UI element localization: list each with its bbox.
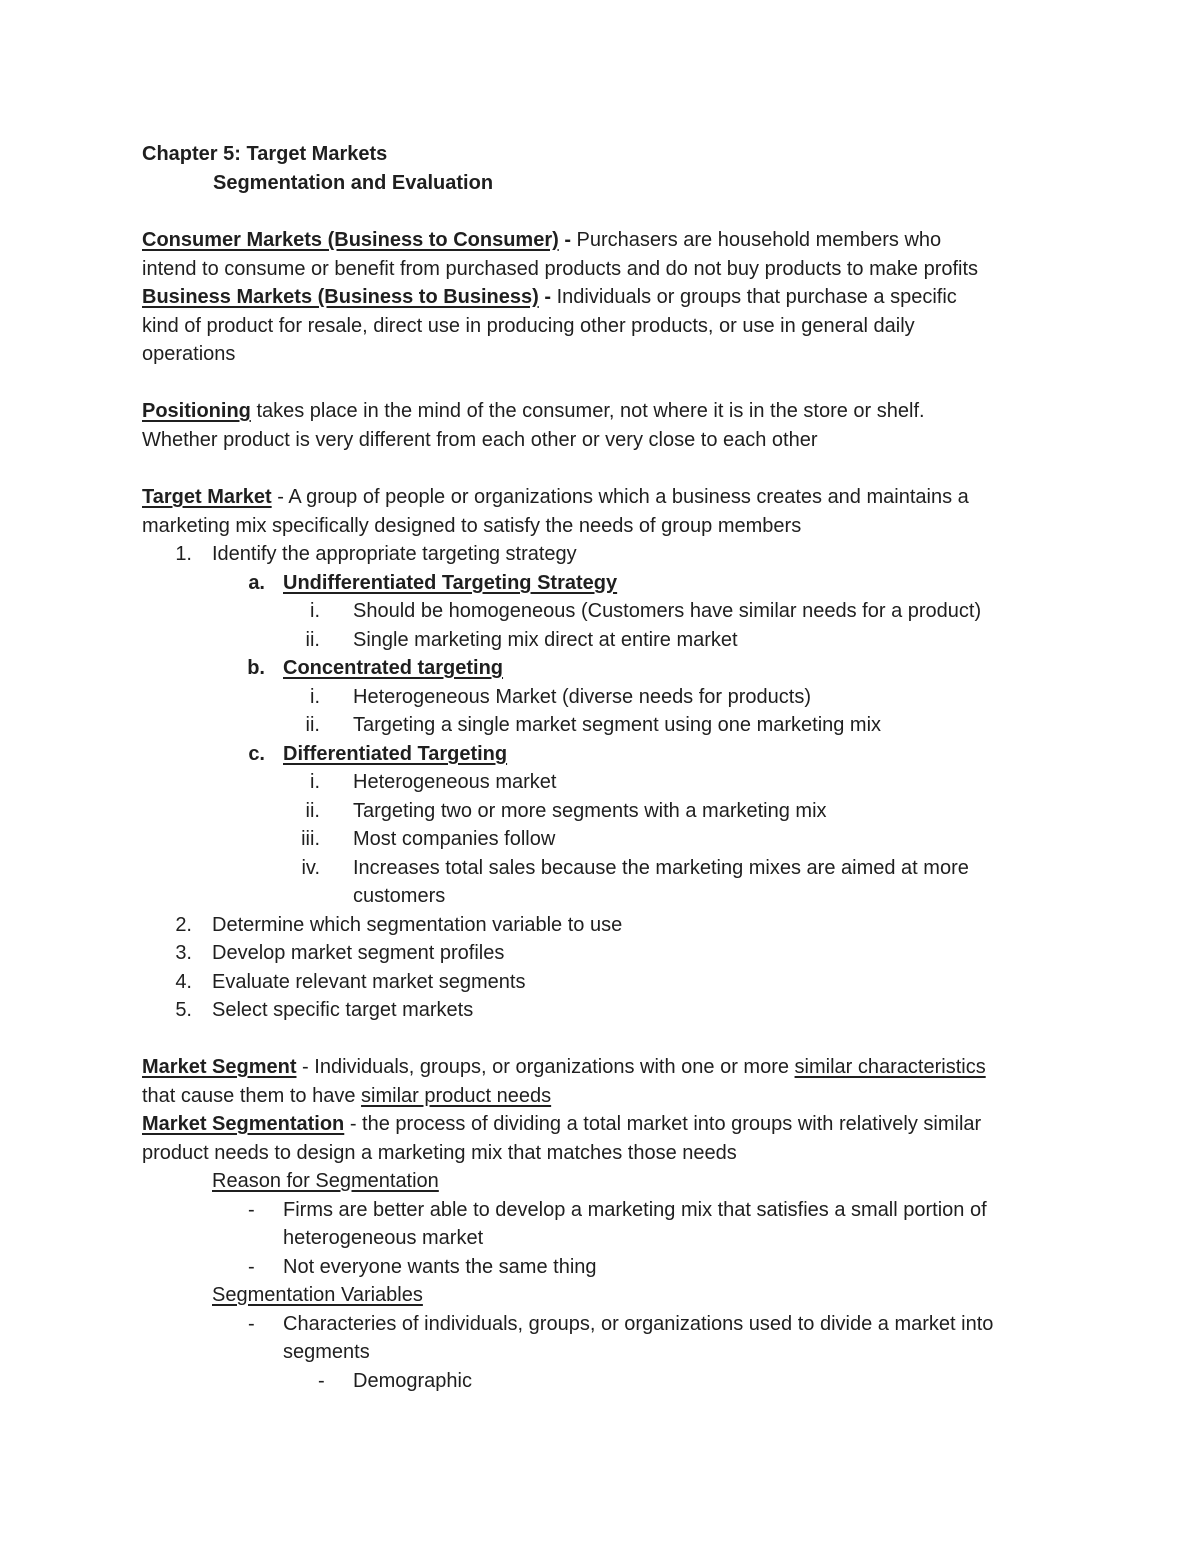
business-markets-line2: kind of product for resale, direct use in producing other products, or use in general daily bbox=[142, 315, 915, 337]
target-market-sep: - bbox=[271, 486, 289, 508]
reason-item: Not everyone wants the same thing bbox=[283, 1256, 597, 1278]
page-title: Chapter 5: Target Markets bbox=[142, 143, 388, 165]
reason-item: Firms are better able to develop a marketing mix that satisfies a small portion of bbox=[283, 1199, 987, 1221]
market-segment-def2: that cause them to have bbox=[142, 1085, 362, 1107]
point-text-continued: customers bbox=[353, 885, 446, 907]
point-text: Heterogeneous market bbox=[353, 771, 557, 793]
market-segmentation-line bbox=[142, 1110, 981, 1139]
market-segment-sep: - bbox=[296, 1056, 315, 1078]
point-text: Single marketing mix direct at entire market bbox=[353, 629, 738, 651]
market-segment-line2 bbox=[142, 1082, 551, 1111]
step-number: 4. bbox=[175, 971, 192, 993]
consumer-markets-def: Purchasers are household members who bbox=[576, 229, 942, 251]
strategy-title: Differentiated Targeting bbox=[283, 743, 508, 765]
market-segmentation-def: the process of dividing a total market into groups with relatively similar bbox=[362, 1113, 982, 1135]
point-text: Targeting a single market segment using one marketing mix bbox=[353, 714, 882, 736]
market-segmentation-term: Market Segmentation bbox=[142, 1113, 345, 1135]
positioning-term: Positioning bbox=[142, 400, 251, 422]
strategy-title: Undifferentiated Targeting Strategy bbox=[283, 572, 618, 594]
consumer-markets-sep: - bbox=[558, 229, 577, 251]
target-market-term: Target Market bbox=[142, 486, 272, 508]
reason-item-continued: heterogeneous market bbox=[283, 1227, 484, 1249]
bullet-dash: - bbox=[248, 1313, 255, 1335]
step-number: 3. bbox=[175, 942, 192, 964]
strategy-letter: b. bbox=[247, 657, 265, 679]
consumer-markets-line2: intend to consume or benefit from purchased products and do not buy products to make profits bbox=[142, 258, 979, 280]
strategy-title: Concentrated targeting bbox=[283, 657, 504, 679]
market-segment-highlight: similar characteristics bbox=[794, 1056, 986, 1078]
consumer-markets-line bbox=[142, 226, 941, 255]
point-number: iii. bbox=[301, 828, 320, 850]
step-number: 5. bbox=[175, 999, 192, 1021]
business-markets-sep: - bbox=[538, 286, 557, 308]
point-number: ii. bbox=[305, 629, 320, 651]
step-number: 2. bbox=[175, 914, 192, 936]
point-number: iv. bbox=[301, 857, 320, 879]
step-text: Determine which segmentation variable to use bbox=[212, 914, 623, 936]
step-text: Identify the appropriate targeting strategy bbox=[212, 543, 577, 565]
variables-heading: Segmentation Variables bbox=[212, 1284, 423, 1306]
market-segmentation-line2: product needs to design a marketing mix that matches those needs bbox=[142, 1142, 737, 1164]
step-text: Select specific target markets bbox=[212, 999, 474, 1021]
consumer-markets-term: Consumer Markets (Business to Consumer) bbox=[142, 229, 559, 251]
business-markets-def: Individuals or groups that purchase a specific bbox=[556, 286, 957, 308]
strategy-letter: a. bbox=[248, 572, 265, 594]
point-text: Increases total sales because the marketing mixes are aimed at more bbox=[353, 857, 969, 879]
business-markets-line3: operations bbox=[142, 343, 236, 365]
business-markets-term: Business Markets (Business to Business) bbox=[142, 286, 539, 308]
point-text: Most companies follow bbox=[353, 828, 556, 850]
variables-item-continued: segments bbox=[283, 1341, 370, 1363]
target-market-def: A group of people or organizations which a business creates and maintains a bbox=[288, 486, 969, 508]
point-number: ii. bbox=[305, 800, 320, 822]
bullet-dash: - bbox=[318, 1370, 325, 1392]
reason-heading: Reason for Segmentation bbox=[212, 1170, 439, 1192]
point-number: ii. bbox=[305, 714, 320, 736]
market-segment-term: Market Segment bbox=[142, 1056, 297, 1078]
target-market-line2: marketing mix specifically designed to satisfy the needs of group members bbox=[142, 515, 802, 537]
positioning-def: takes place in the mind of the consumer, not where it is in the store or shelf. bbox=[250, 400, 925, 422]
point-text: Targeting two or more segments with a marketing mix bbox=[353, 800, 827, 822]
page-subtitle: Segmentation and Evaluation bbox=[213, 172, 494, 194]
positioning-line bbox=[142, 397, 925, 426]
step-text: Develop market segment profiles bbox=[212, 942, 505, 964]
target-market-line bbox=[142, 483, 969, 512]
point-number: i. bbox=[310, 771, 320, 793]
market-segment-line bbox=[142, 1053, 986, 1082]
positioning-line2: Whether product is very different from each other or very close to each other bbox=[142, 429, 818, 451]
strategy-letter: c. bbox=[248, 743, 265, 765]
step-number: 1. bbox=[175, 543, 192, 565]
step-text: Evaluate relevant market segments bbox=[212, 971, 526, 993]
market-segment-def: Individuals, groups, or organizations with one or more bbox=[314, 1056, 795, 1078]
bullet-dash: - bbox=[248, 1256, 255, 1278]
point-text: Should be homogeneous (Customers have similar needs for a product) bbox=[353, 600, 982, 622]
business-markets-line bbox=[142, 283, 957, 312]
variables-item: Characteries of individuals, groups, or organizations used to divide a market into bbox=[283, 1313, 994, 1335]
point-text: Heterogeneous Market (diverse needs for products) bbox=[353, 686, 812, 708]
variables-subitem: Demographic bbox=[353, 1370, 472, 1392]
market-segment-highlight2: similar product needs bbox=[361, 1085, 552, 1107]
bullet-dash: - bbox=[248, 1199, 255, 1221]
market-segmentation-sep: - bbox=[344, 1113, 363, 1135]
point-number: i. bbox=[310, 686, 320, 708]
point-number: i. bbox=[310, 600, 320, 622]
